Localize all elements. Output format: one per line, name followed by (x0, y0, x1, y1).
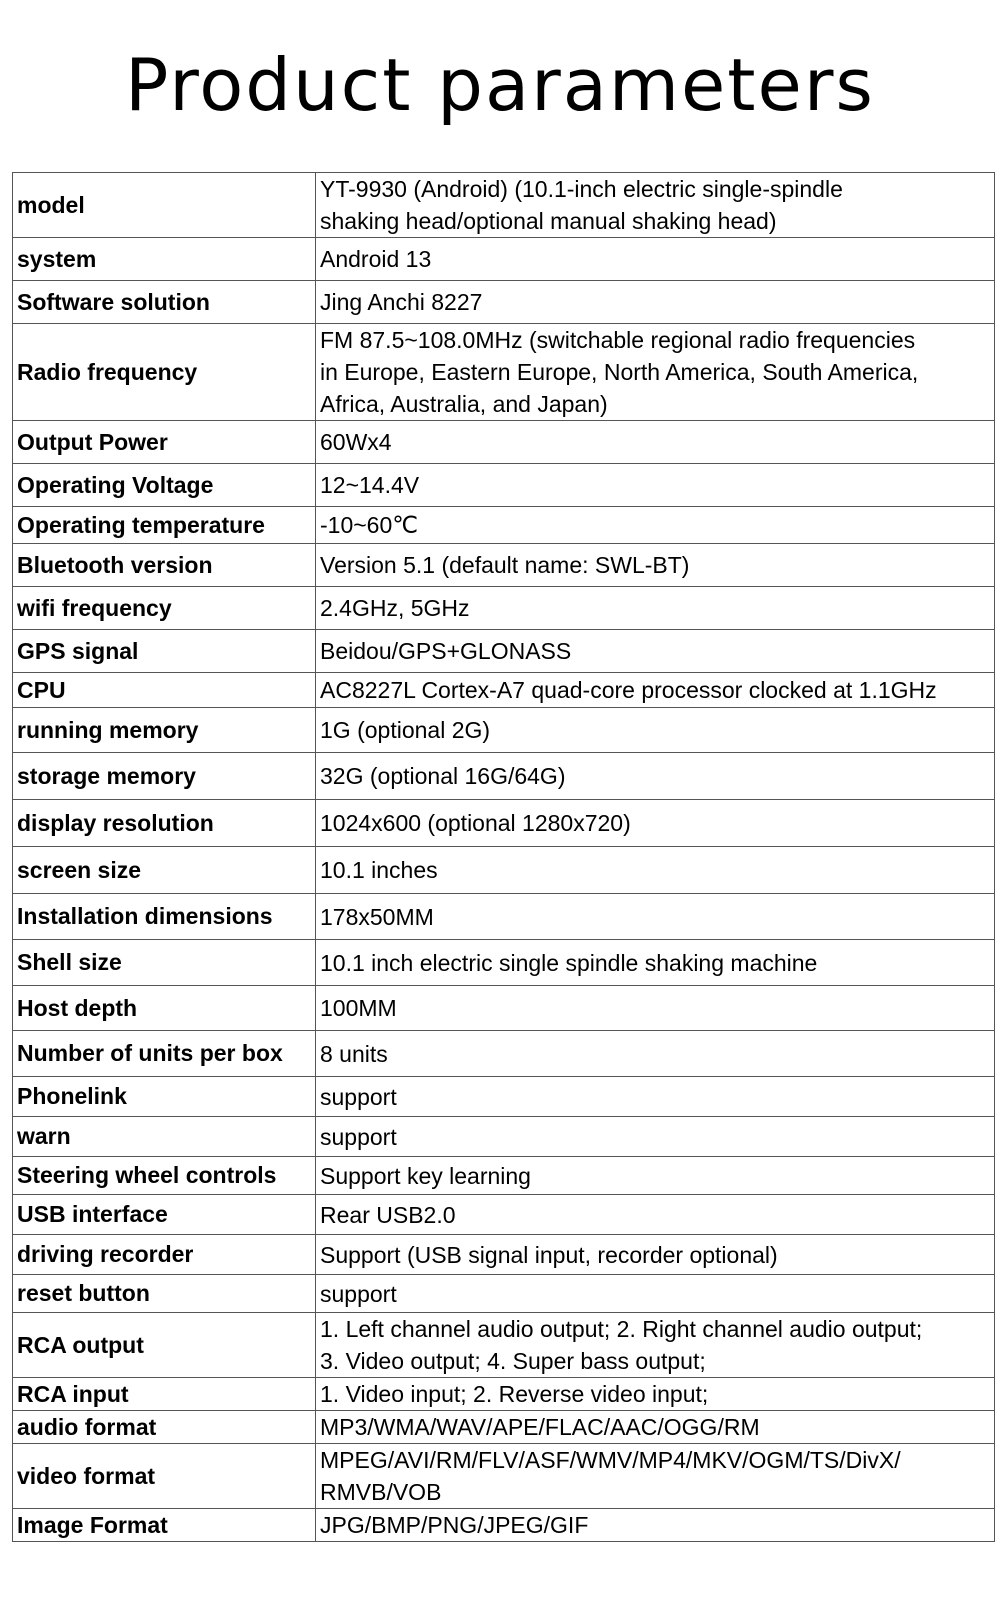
parameter-value: 12~14.4V (316, 464, 995, 507)
parameter-label: Number of units per box (13, 1031, 316, 1077)
parameter-label: wifi frequency (13, 587, 316, 630)
parameter-label: model (13, 173, 316, 238)
table-row (13, 544, 995, 587)
table-row (13, 753, 995, 800)
parameter-label: Bluetooth version (13, 544, 316, 587)
table-row (13, 847, 995, 894)
parameter-label: Operating Voltage (13, 464, 316, 507)
table-row (13, 587, 995, 630)
table-row (13, 1077, 995, 1117)
parameter-value: 2.4GHz, 5GHz (316, 587, 995, 630)
table-row (13, 986, 995, 1031)
table-row (13, 421, 995, 464)
parameter-value: 10.1 inches (316, 847, 995, 894)
parameter-label: RCA input (13, 1378, 316, 1411)
table-row (13, 1157, 995, 1195)
parameter-value: Android 13 (316, 238, 995, 281)
parameter-label: system (13, 238, 316, 281)
parameter-label: Host depth (13, 986, 316, 1031)
parameter-label: audio format (13, 1411, 316, 1444)
parameter-value: FM 87.5~108.0MHz (switchable regional radio frequencies in Europe, Eastern Europe, North America, South America, Africa, Australia, and Japan) (316, 324, 995, 421)
parameter-value: 178x50MM (316, 894, 995, 940)
page-title: Product parameters (125, 43, 875, 127)
parameter-label: Radio frequency (13, 324, 316, 421)
table-row (13, 894, 995, 940)
parameter-value: Support (USB signal input, recorder optional) (316, 1235, 995, 1275)
parameter-value: 1G (optional 2G) (316, 708, 995, 753)
parameter-label: driving recorder (13, 1235, 316, 1275)
table-row (13, 708, 995, 753)
parameter-value: AC8227L Cortex-A7 quad-core processor clocked at 1.1GHz (316, 673, 995, 708)
parameter-label: Software solution (13, 281, 316, 324)
spec-table (12, 172, 995, 1542)
parameter-value: -10~60℃ (316, 507, 995, 544)
parameter-value: Beidou/GPS+GLONASS (316, 630, 995, 673)
parameter-label: Phonelink (13, 1077, 316, 1117)
parameter-value: support (316, 1077, 995, 1117)
parameter-label: Output Power (13, 421, 316, 464)
parameter-label: Operating temperature (13, 507, 316, 544)
parameter-value: 1. Left channel audio output; 2. Right channel audio output; 3. Video output; 4. Super bass output; (316, 1313, 995, 1378)
parameter-value: 10.1 inch electric single spindle shaking machine (316, 940, 995, 986)
parameter-label: warn (13, 1117, 316, 1157)
parameter-label: running memory (13, 708, 316, 753)
parameter-label: USB interface (13, 1195, 316, 1235)
parameter-value: support (316, 1117, 995, 1157)
table-row (13, 507, 995, 544)
table-row (13, 324, 995, 421)
parameter-label: storage memory (13, 753, 316, 800)
parameter-label: Installation dimensions (13, 894, 316, 940)
parameter-value: 100MM (316, 986, 995, 1031)
parameter-value: 8 units (316, 1031, 995, 1077)
table-row (13, 464, 995, 507)
parameter-value: 1024x600 (optional 1280x720) (316, 800, 995, 847)
table-row (13, 1444, 995, 1509)
table-row (13, 1313, 995, 1378)
parameter-value: Version 5.1 (default name: SWL-BT) (316, 544, 995, 587)
table-row (13, 1411, 995, 1444)
table-row (13, 1275, 995, 1313)
table-row (13, 940, 995, 986)
parameter-label: video format (13, 1444, 316, 1509)
parameter-label: screen size (13, 847, 316, 894)
parameter-value: 60Wx4 (316, 421, 995, 464)
table-row (13, 1117, 995, 1157)
parameter-label: display resolution (13, 800, 316, 847)
parameter-label: RCA output (13, 1313, 316, 1378)
table-row (13, 630, 995, 673)
table-row (13, 1195, 995, 1235)
table-row (13, 281, 995, 324)
spec-table-body (13, 173, 995, 1542)
parameter-value: JPG/BMP/PNG/JPEG/GIF (316, 1509, 995, 1542)
parameter-label: Shell size (13, 940, 316, 986)
parameter-value: support (316, 1275, 995, 1313)
parameter-value: 32G (optional 16G/64G) (316, 753, 995, 800)
parameter-value: Jing Anchi 8227 (316, 281, 995, 324)
parameter-label: GPS signal (13, 630, 316, 673)
table-row (13, 1235, 995, 1275)
parameter-value: MP3/WMA/WAV/APE/FLAC/AAC/OGG/RM (316, 1411, 995, 1444)
parameter-label: Image Format (13, 1509, 316, 1542)
table-row (13, 1509, 995, 1542)
parameter-value: Support key learning (316, 1157, 995, 1195)
parameter-value: 1. Video input; 2. Reverse video input; (316, 1378, 995, 1411)
table-row (13, 238, 995, 281)
parameter-label: Steering wheel controls (13, 1157, 316, 1195)
table-row (13, 673, 995, 708)
table-row (13, 173, 995, 238)
parameter-label: CPU (13, 673, 316, 708)
table-row (13, 800, 995, 847)
parameter-label: reset button (13, 1275, 316, 1313)
parameter-value: YT-9930 (Android) (10.1-inch electric single-spindle shaking head/optional manual shaking head) (316, 173, 995, 238)
table-row (13, 1378, 995, 1411)
parameter-value: MPEG/AVI/RM/FLV/ASF/WMV/MP4/MKV/OGM/TS/DivX/ RMVB/VOB (316, 1444, 995, 1509)
table-row (13, 1031, 995, 1077)
parameter-value: Rear USB2.0 (316, 1195, 995, 1235)
